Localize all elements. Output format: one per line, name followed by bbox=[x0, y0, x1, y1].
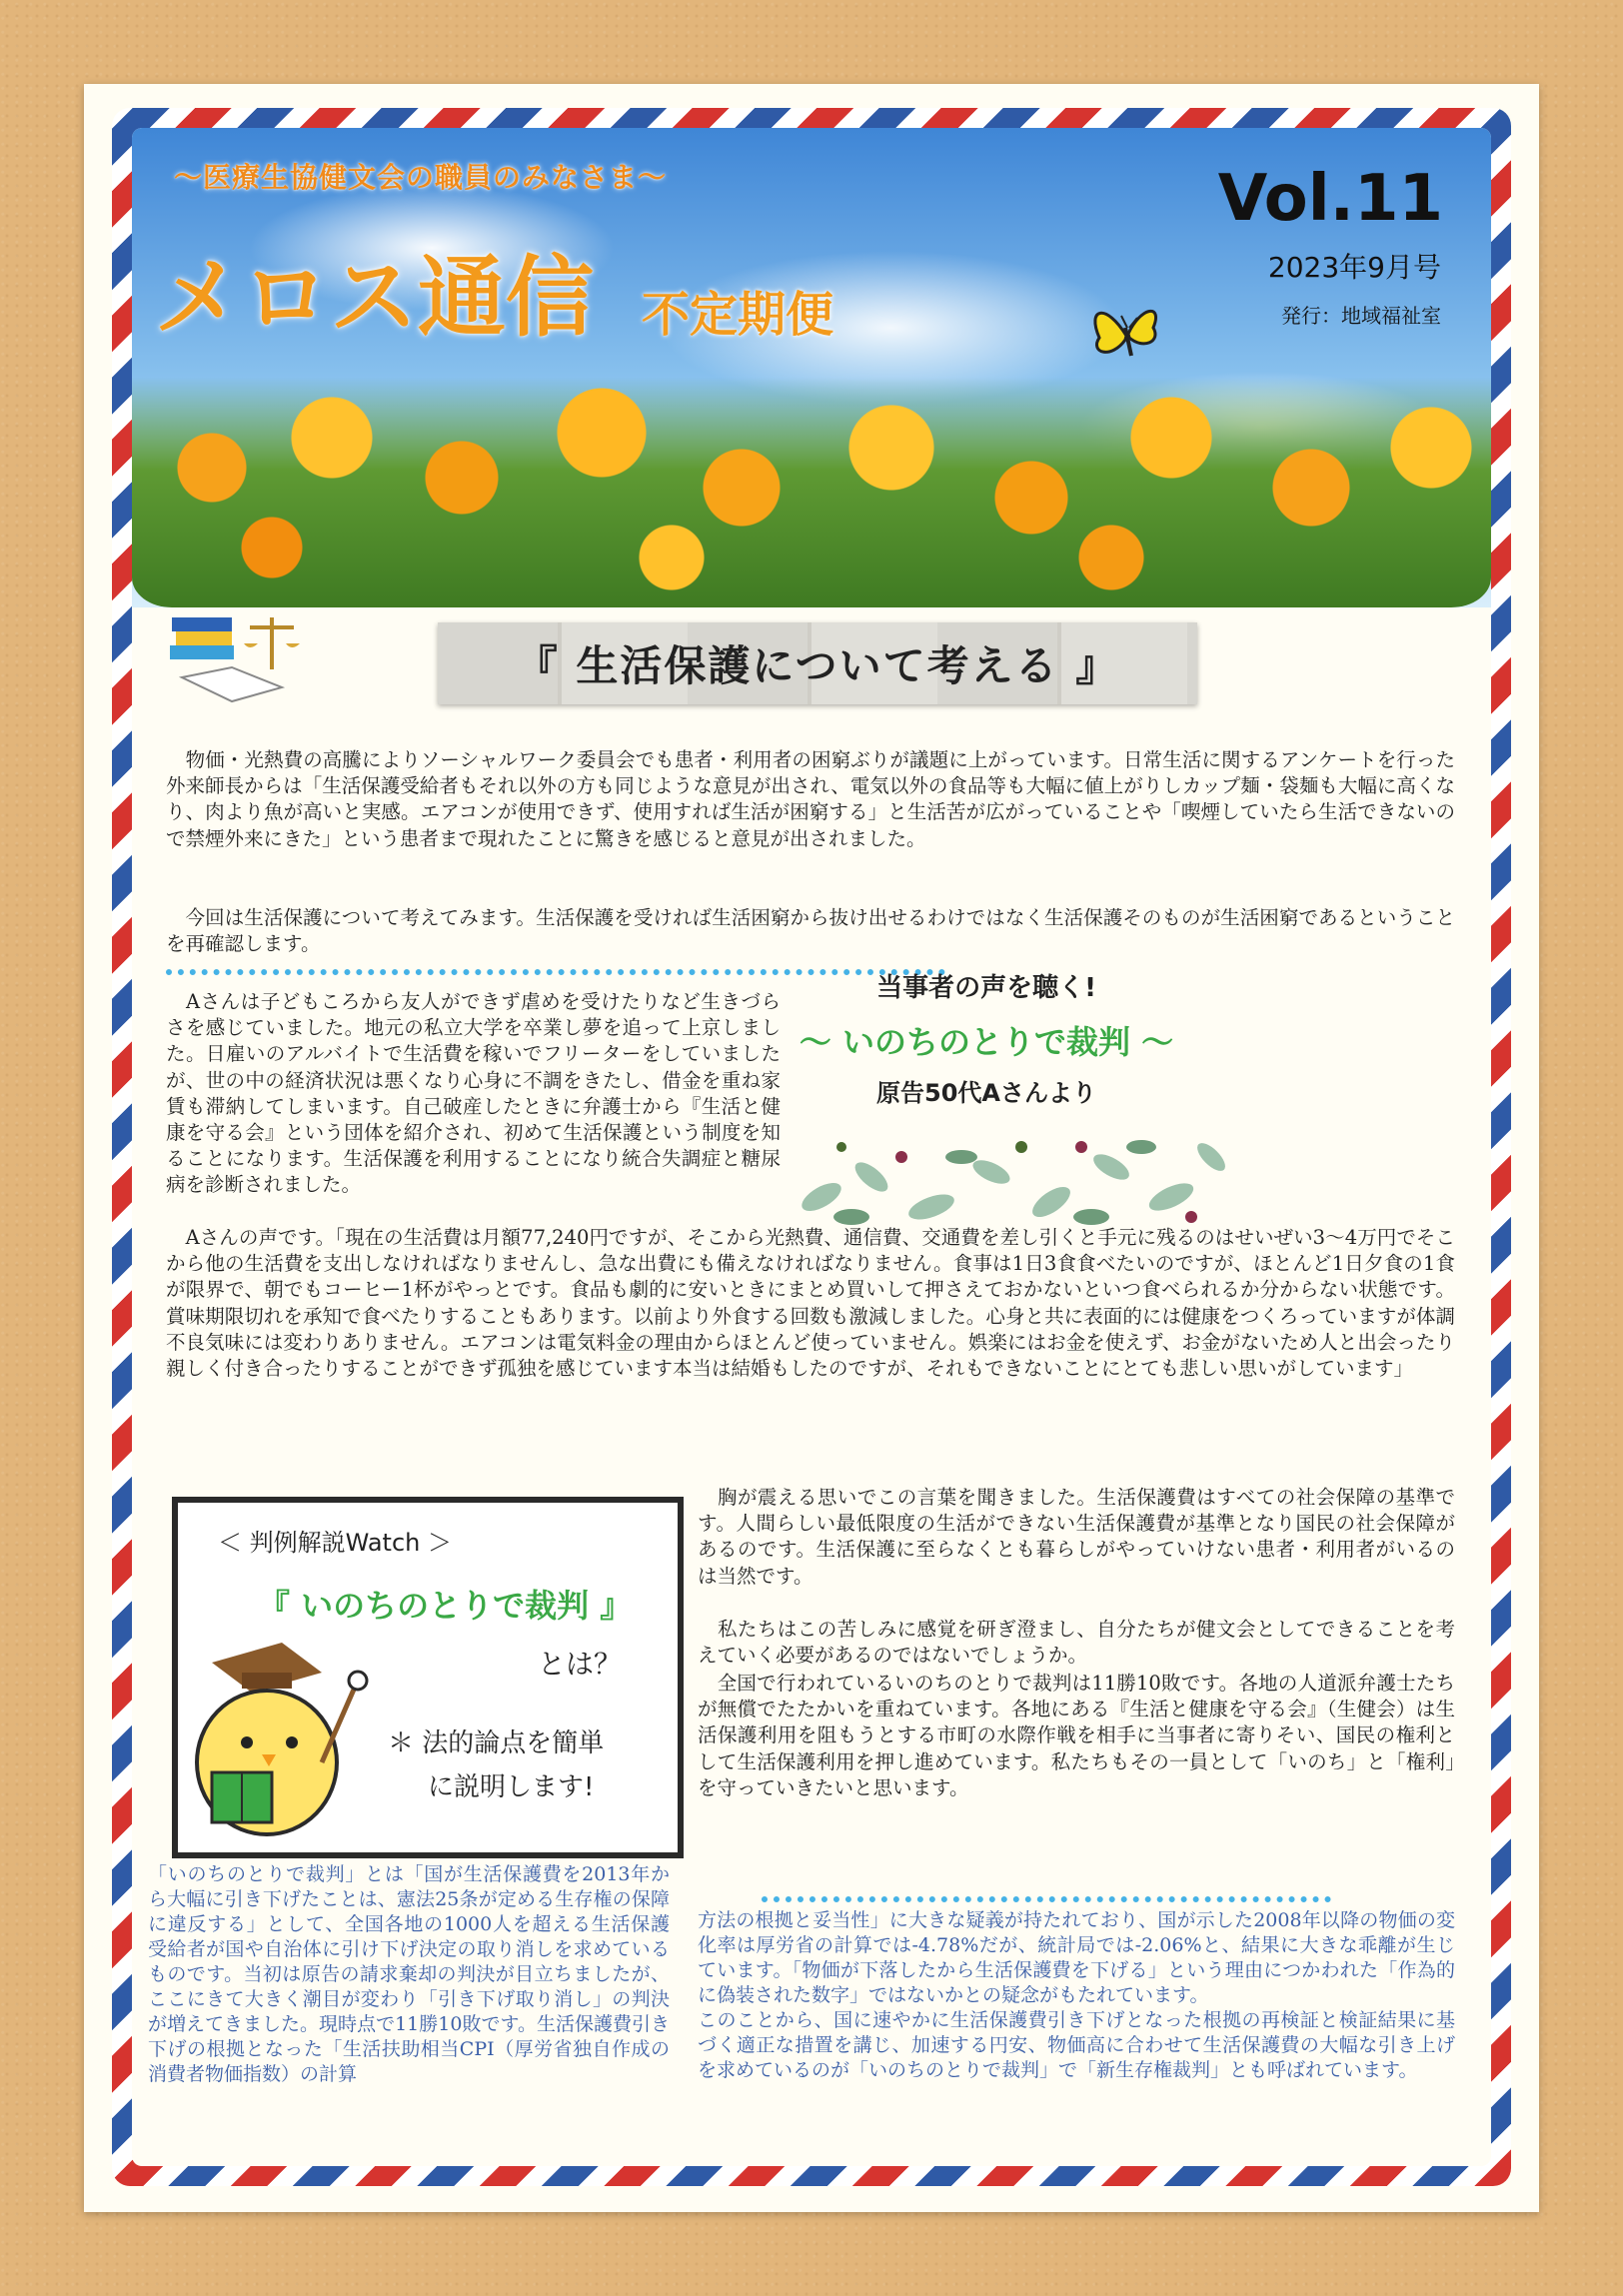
dotted-divider bbox=[762, 1896, 1331, 1902]
butterfly-icon bbox=[1081, 298, 1171, 368]
right-paragraph-3: 全国で行われているいのちのとりで裁判は11勝10敗です。各地の人道派弁護士たちが無償でたたかいを重ねています。各地にある『生活と健康を守る会』（生健会）は生活保護利用を阻もうとする市町の水際作戦を相手に当事者に寄りそい、国民の権利として生活保護利用を押し進めています。私たちもその一員として「いのち」と「権利」を守っていきたいと思います。 bbox=[698, 1672, 1455, 1799]
section-title: 『 生活保護について考える 』 bbox=[438, 622, 1197, 704]
story-paragraph: Aさんは子どもころから友人ができず虐めを受けたりなど生きづらさを感じていました。地元の私立大学を卒業し夢を追って上京しました。日雇いのアルバイトで生活費を稼いでフリーターをしていましたが、世の中の経済状況は悪くなり心身に不調をきたし、借金を重ね家賃も滞納してしまいます。自己破産したときに弁護士から『生活と健康を守る会』という団体を紹介され、初めて生活保護という制度を知ることになります。生活保護を利用することになり統合失調症と糖尿病を診断されました。 bbox=[166, 990, 781, 1197]
explain-right-paragraph-2: このことから、国に速やかに生活保護費引き下げとなった根拠の再検証と検証結果に基づく適正な措置を講じ、加速する円安、物価高に合わせて生活保護費の大幅な引き上げを求めているのが「いのちのとりで裁判」で「新生存権裁判」とも呼ばれています。 bbox=[698, 2009, 1455, 2081]
header-banner bbox=[132, 128, 1491, 607]
watch-toha: とは？ bbox=[538, 1648, 623, 1681]
voice-source: 原告50代Aさんより bbox=[876, 1079, 1096, 1107]
voice-title: ～ いのちのとりで裁判 ～ bbox=[799, 1023, 1174, 1061]
intro-paragraph-2: 今回は生活保護について考えてみます。生活保護を受ければ生活困窮から抜け出せるわけではなく生活保護そのものが生活困窮であるということを再確認します。 bbox=[166, 906, 1455, 956]
right-paragraph-2: 私たちはこの苦しみに感覚を研ぎ澄まし、自分たちが健文会としてできることを考えていく必要があるのではないでしょうか。 bbox=[698, 1618, 1455, 1668]
right-paragraph-1: 胸が震える思いでこの言葉を聞きました。生活保護費はすべての社会保障の基準です。人間らしい最低限度の生活ができない生活保護費が基準となり国民の社会保障があるのです。生活保護に至らなくとも暮らしがやっていけない患者・利用者がいるのは当然です。 bbox=[698, 1486, 1455, 1588]
header-subtitle: ～医療生協健文会の職員のみなさま～ bbox=[174, 161, 668, 194]
watch-note-1: ＊ 法的論点を簡単 bbox=[388, 1728, 605, 1758]
chick-reading-icon bbox=[172, 1623, 372, 1842]
leaves-decoration bbox=[792, 1117, 1231, 1237]
flower-field-image bbox=[132, 378, 1491, 607]
explain-left-paragraph: 「いのちのとりで裁判」とは「国が生活保護費を2013年から大幅に引き下げたことは、憲法25条が定める生存権の保障に違反する」として、全国各地の1000人を超える生活保護受給者が国や自治体に引け下げ決定の取り消しを求めているものです。当初は原告の請求棄却の判決が目立ちましたが、ここにきて大きく潮目が変わり「引き下げ取り消し」の判決が増えてきました。現時点で11勝10敗です。生活保護費引き下げの根拠となった「生活扶助相当CPI（厚労省独自作成の消費者物価指数）の計算 bbox=[148, 1863, 670, 2085]
intro-paragraph-1: 物価・光熱費の高騰によりソーシャルワーク委員会でも患者・利用者の困窮ぶりが議題に上がっています。日常生活に関するアンケートを行った外来師長からは「生活保護受給者もそれ以外の方も同じような意見が出され、電気以外の食品等も大幅に値上がりしカップ麺・袋麺も大幅に高くなり、肉より魚が高いと実感。エアコンが使用できず、使用すれば生活が困窮する」と生活苦が広がっていることや「喫煙していたら生活できないので禁煙外来にきた」という患者まで現れたことに驚きを感じると意見が出されました。 bbox=[166, 748, 1455, 850]
watch-label: ＜ 判例解説Watch ＞ bbox=[218, 1529, 452, 1557]
watch-note-2: に説明します! bbox=[428, 1772, 595, 1802]
explain-right-paragraph-1: 方法の根拠と妥当性」に大きな疑義が持たれており、国が示した2008年以降の物価の変化率は厚労省の計算では-4.78%だが、統計局では-2.06%と、結果に大きな乖離が生じています。「物価が下落したから生活保護費を下げる」という理由につかわれた「作為的に偽装された数字」ではないかとの疑念がもたれています。 bbox=[698, 1909, 1455, 2006]
publisher: 発行：地域福祉室 bbox=[1281, 304, 1441, 328]
issue-date: 2023年9月号 bbox=[1267, 251, 1441, 284]
volume-number: Vol.11 bbox=[1217, 162, 1443, 236]
newsletter-title-sub: 不定期便 bbox=[642, 287, 834, 343]
voice-heading: 当事者の声を聴く! bbox=[876, 973, 1096, 1003]
newsletter-title: メロス通信 bbox=[154, 246, 595, 349]
watch-title: 『 いのちのとりで裁判 』 bbox=[258, 1587, 633, 1625]
case-watch-box bbox=[172, 1497, 684, 1858]
books-scale-icon bbox=[162, 597, 322, 717]
voice-quote-paragraph: Aさんの声です。「現在の生活費は月額77,240円ですが、そこから光熱費、通信費、交通費を差し引くと手元に残るのはせいぜい3～4万円でそこから他の生活費を支出しなければなりませんし、急な出費にも備えなければなりません。食事は1日3食食べたいのですが、ほとんど1日夕食の1食が限界で、朝でもコーヒー1杯がやっとです。食品も劇的に安いときにまとめ買いして押さえておかないといつ食べられるか分からない状態です。賞味期限切れを承知で食べたりすることもあります。以前より外食する回数も激減しました。心身と共に表面的には健康をつくろっていますが体調不良気味には変わりありません。エアコンは電気料金の理由からほとんど使っていません。娯楽にはお金を使えず、お金がないため人と出会ったり親しく付き合ったりすることができず孤独を感じています本当は結婚もしたのですが、それもできないことにとても悲しい思いがしています」 bbox=[166, 1226, 1455, 1381]
newsletter-page bbox=[132, 128, 1491, 2166]
